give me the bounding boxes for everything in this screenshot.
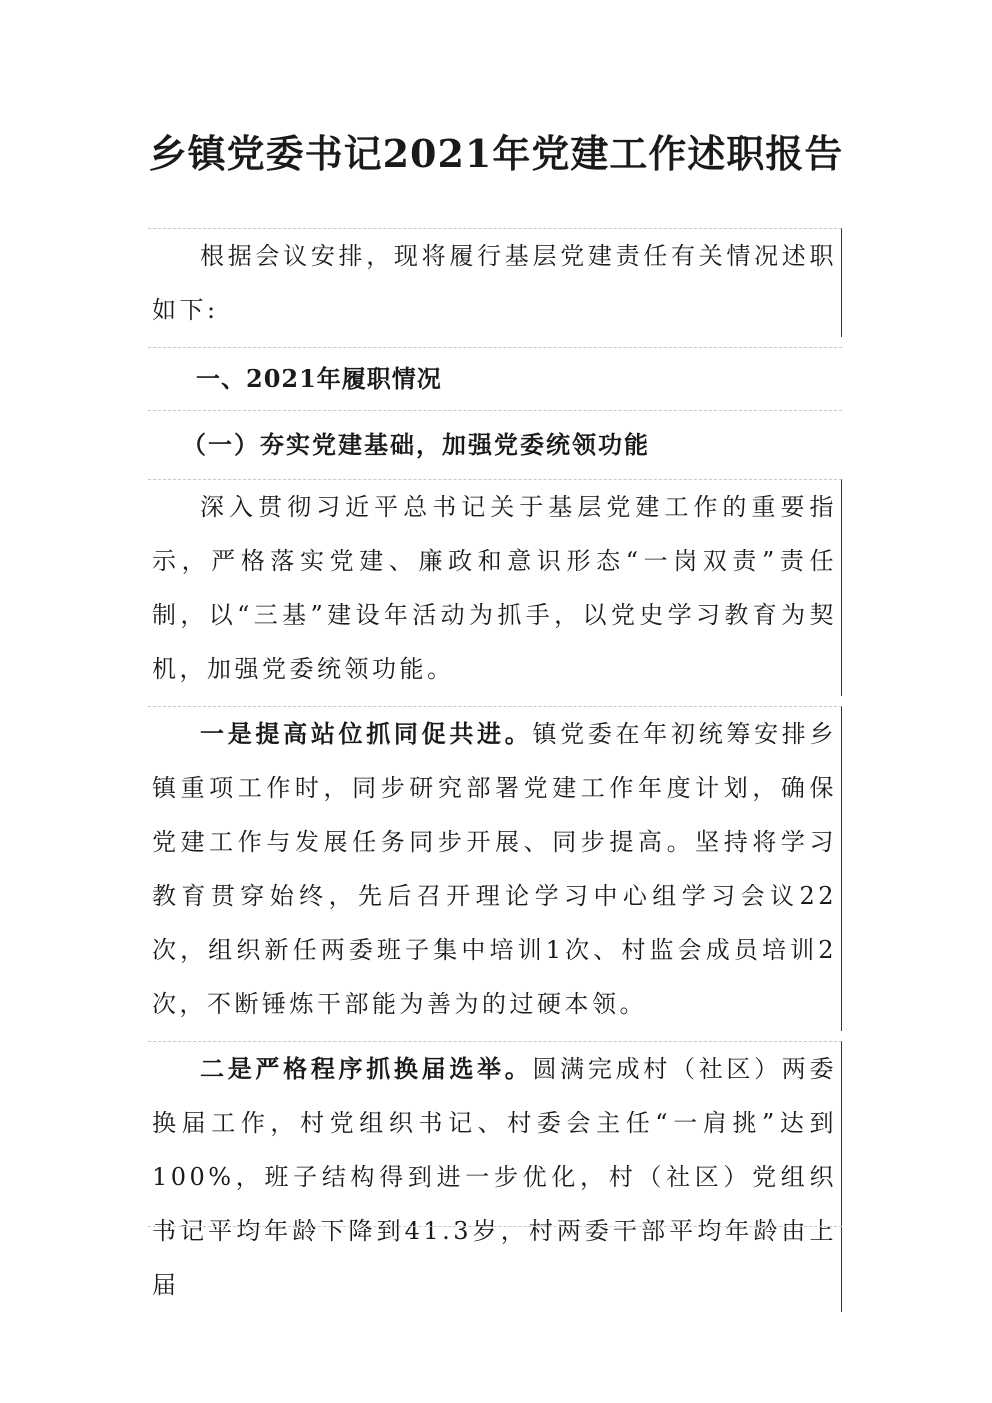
- item-text-1: 镇党委在年初统筹安排乡镇重项工作时，同步研究部署党建工作年度计划，确保党建工作与发展任务同步开展、同步提高。坚持将学习教育贯穿始终，先后召开理论学习中心组学习会议22次，组织新任两委班子集中培训1次、村监会成员培训2次，不断锤炼干部能为善为的过硬本领。: [152, 720, 838, 1018]
- item-lead-1: 一是提高站位抓同促共进。: [200, 719, 533, 748]
- item-lead-2: 二是严格程序抓换届选举。: [200, 1054, 533, 1083]
- item-text-2: 圆满完成村（社区）两委换届工作，村党组织书记、村委会主任“一肩挑”达到100%，班子结构得到进一步优化，村（社区）党组织书记平均年龄下降到41.3岁，村两委干部平均年龄由上届: [152, 1055, 838, 1299]
- intro-paragraph: 根据会议安排，现将履行基层党建责任有关情况述职如下:: [148, 228, 842, 337]
- item-paragraph-2: [148, 1041, 842, 1312]
- subsection-heading: （一）夯实党建基础，加强党委统领功能: [148, 410, 842, 479]
- page-bottom-rule: [148, 1226, 842, 1227]
- document-title: 乡镇党委书记2021年党建工作述职报告: [148, 131, 844, 176]
- body-paragraph-1: 深入贯彻习近平总书记关于基层党建工作的重要指示，严格落实党建、廉政和意识形态“一岗双责”责任制，以“三基”建设年活动为抓手，以党史学习教育为契机，加强党委统领功能。: [148, 479, 842, 696]
- spacer: [148, 337, 842, 347]
- section-heading: 一、2021年履职情况: [148, 347, 842, 410]
- spacer: [148, 1031, 842, 1041]
- item-paragraph-1: [148, 706, 842, 1031]
- document-body: [148, 228, 842, 1312]
- spacer: [148, 696, 842, 706]
